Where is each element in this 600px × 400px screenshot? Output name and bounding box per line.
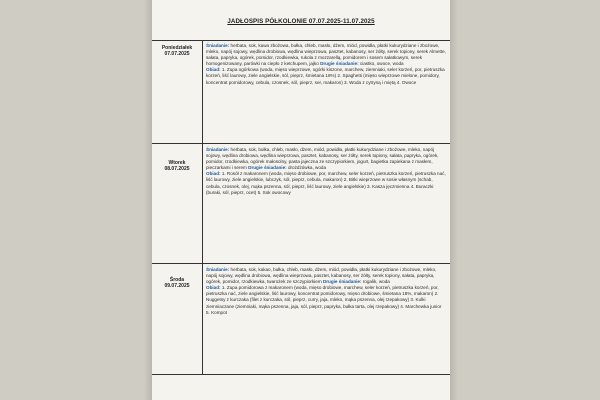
dinner-block	[206, 171, 446, 195]
second-breakfast-label: Drugie śniadanie:	[248, 165, 287, 171]
day-name: Wtorek	[168, 160, 186, 166]
day-name: Środa	[169, 277, 185, 283]
breakfast-block	[206, 43, 446, 67]
day-date: 09.07.2025	[164, 283, 190, 289]
column-divider	[202, 40, 203, 375]
dinner-items: 1. Rosół z makaronem (woda, mięso drobiowe, por, marchew, seler korzeń, pietruszka korzeń, pietruszka nać, liść laurowy, ziele angielskie, lubczyk, sól, pieprz, cebula, makaron) 2. Bitki wieprzowe w sosie własnym (schab, cebula, czosnek, olej, mąka pszenna, sól, pieprz, liść laurowy, ziele angielskie) 3. Kasza jęczmienna 4. Buraczki (buraki, sól, pieprz, ocet) 5. Sok owocowy	[206, 171, 446, 195]
menu-document	[152, 0, 450, 400]
row-divider-2	[152, 263, 450, 264]
table-border-top	[152, 40, 450, 41]
dinner-block	[206, 67, 446, 85]
second-breakfast-items: ciastko, owoce, woda	[359, 61, 404, 67]
breakfast-block	[206, 147, 446, 171]
breakfast-label: Śniadanie:	[206, 43, 230, 48]
day-name: Poniedziałek	[161, 45, 193, 51]
second-breakfast-items: drożdżówka, woda	[287, 165, 326, 171]
dinner-label: Obiad:	[206, 67, 221, 73]
dinner-label: Obiad:	[206, 285, 221, 291]
menu-cell-tuesday	[206, 147, 446, 196]
breakfast-items: herbata, sok, bułka, chleb, masło, dżem, miód, powidła, płatki kukurydziane i zbożowe, mleko, napój sojowy, wędlina drobiowa, wędlina wieprzowa, pasztet, kabanosy, ser żółty, serek topiony, sałata, papryka, ogórek, pomidor, rzodkiewka, ogórek małosolny, pasta jajeczna ze szczypiorkiem, jogurt, bagietka zapiekana z masłem, pieczarkami i serem	[206, 147, 439, 171]
row-divider-1	[152, 143, 450, 144]
day-label-tuesday	[154, 160, 200, 172]
dinner-items: 1. Zupa ogórkowa (woda, mięso wieprzowe, ogórki kiszone, marchew, ziemniaki, seler korzeń, por, pietruszka korzeń, liść laurowy, ziele angielskie, sól, pieprz, śmietana 18%) 2. Spaghetti (mięso wieprzowe mielone, pomidory, koncentrat pomidorowy, cebula, czosnek, sól, pieprz, ser, makaron) 3. Woda z cytryną i miętą 4. Owoce	[206, 67, 445, 85]
second-breakfast-label: Drugie śniadanie:	[320, 61, 359, 67]
document-title: JADŁOSPIS PÓŁKOLONIE 07.07.2025-11.07.2025	[227, 18, 375, 25]
day-date: 08.07.2025	[164, 166, 190, 172]
second-breakfast-items: rogalik, woda	[362, 279, 390, 285]
paper-shadow-right	[450, 0, 458, 400]
second-breakfast-label: Drugie śniadanie:	[322, 279, 362, 285]
menu-cell-monday	[206, 43, 446, 86]
breakfast-block	[206, 267, 446, 285]
dinner-block	[206, 285, 446, 315]
day-label-monday	[154, 45, 200, 57]
breakfast-label: Śniadanie:	[206, 147, 230, 152]
day-date: 07.07.2025	[164, 51, 190, 57]
paper-shadow-left	[144, 0, 152, 400]
breakfast-items: herbata, sok, kawa zbożowa, bułka, chleb, masło, dżem, miód, powidła, płatki kukurydziane i zbożowe, mleko, napój sojowy, wędlina drobiowa, wędlina wieprzowa, pasztet, kabanosy, ser żółty, serek topiony, serek Almette, sałata, papryka, ogórek, pomidor, rzodkiewka, rukola z mozzarellą, pomidorem i sosem sałatkowym, serek homogenizowany, parówki na ciepło z ketchupem, jajko	[206, 43, 446, 67]
menu-cell-wednesday	[206, 267, 446, 316]
day-label-wednesday	[154, 277, 200, 289]
dinner-items: 1. Zupa pomidorowa z makaronem (woda, mięso drobiowe, marchew, seler korzeń, pietruszka korzeń, por, pietruszka nać, ziele angielskie, liść laurowy, koncentrat pomidorowy, mięso drobiowe, śmietana 18%, makaron) 2. Nuggetsy z kurczaka (filet z kurczaka, sól, pieprz, curry, jaja, mleko, mąka pszenna, olej rzepakowy) 3. Kulki ziemniaczane (ziemniaki, mąka pszenna, jaja, sól, pieprz, papryka, bułka tarta, olej rzepakowy) 4. Marchewka junior 5. Kompot	[206, 285, 442, 315]
breakfast-label: Śniadanie:	[206, 267, 230, 272]
dinner-label: Obiad:	[206, 171, 221, 177]
breakfast-items: herbata, sok, kakao, bułka, chleb, masło, dżem, miód, powidła, płatki kukurydziane i zbożowe, mleko, napój sojowy, wędlina drobiowa, wędlina wieprzowa, pasztet, kabanosy, ser żółty, serek topiony, sałata, papryka, ogórek, pomidor, rzodkiewka, twarożek ze szczypiorkiem	[206, 267, 437, 285]
table-border-bottom	[152, 374, 450, 375]
